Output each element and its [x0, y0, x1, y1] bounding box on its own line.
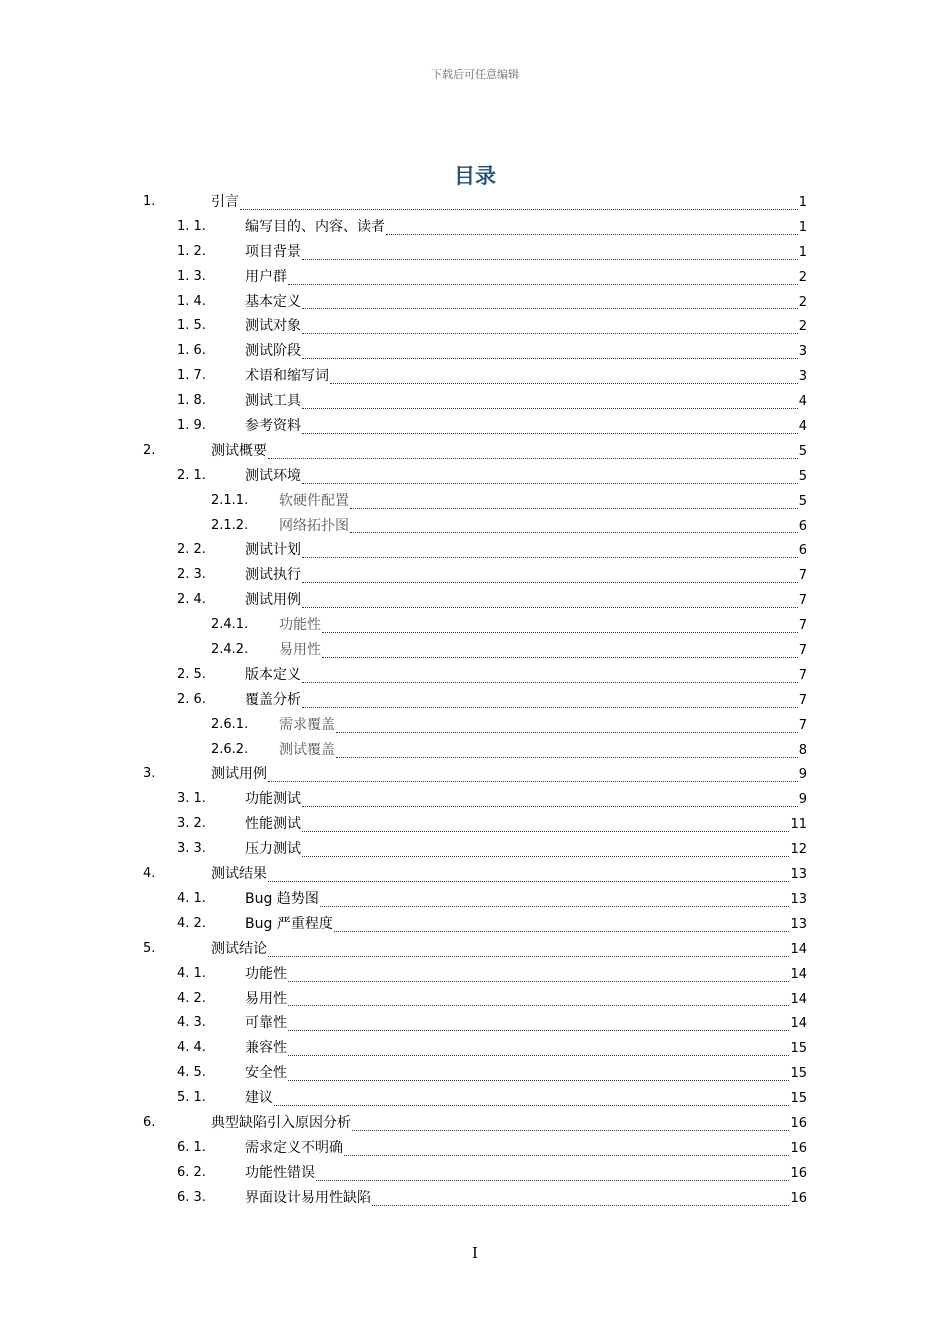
toc-entry[interactable]	[0, 190, 950, 215]
toc-entry-title: 功能性	[279, 617, 321, 634]
toc-entry[interactable]	[0, 563, 950, 588]
toc-entry[interactable]	[0, 439, 950, 464]
toc-dot-leader	[302, 806, 798, 807]
toc-entry-page: 2	[798, 269, 807, 285]
toc-entry-title: 测试用例	[245, 592, 301, 609]
toc-dot-leader	[268, 781, 798, 782]
toc-entry-page: 6	[798, 543, 807, 559]
toc-entry[interactable]	[0, 738, 950, 763]
toc-entry-title: 兼容性	[245, 1040, 287, 1057]
toc-dot-leader	[302, 831, 789, 832]
toc-entry-page: 5	[798, 493, 807, 509]
toc-entry-page: 14	[790, 991, 807, 1007]
toc-entry[interactable]	[0, 1011, 950, 1036]
toc-entry-line	[245, 663, 807, 689]
toc-entry-title: 覆盖分析	[245, 691, 301, 708]
toc-entry[interactable]	[0, 613, 950, 638]
toc-entry-number: 4. 2.	[177, 990, 206, 1006]
toc-entry[interactable]	[0, 314, 950, 339]
toc-entry[interactable]	[0, 1161, 950, 1186]
toc-entry[interactable]	[0, 339, 950, 364]
toc-entry[interactable]	[0, 962, 950, 987]
toc-entry-page: 7	[798, 643, 807, 659]
toc-entry-line	[279, 514, 807, 540]
toc-entry-title: 网络拓扑图	[279, 517, 349, 534]
page-number: I	[472, 1244, 478, 1262]
toc-entry-page: 4	[798, 394, 807, 410]
toc-entry-page: 12	[790, 842, 807, 858]
toc-entry-page: 14	[790, 1016, 807, 1032]
toc-entry[interactable]	[0, 240, 950, 265]
toc-entry-title: 界面设计易用性缺陷	[245, 1189, 371, 1206]
toc-entry-line	[245, 364, 807, 390]
toc-dot-leader	[330, 383, 798, 384]
toc-dot-leader	[336, 732, 798, 733]
toc-entry-title: 用户群	[245, 268, 287, 285]
toc-entry-line	[245, 265, 807, 291]
toc-entry-number: 2.6.1.	[211, 716, 249, 732]
toc-entry-number: 6. 1.	[177, 1139, 206, 1155]
toc-entry-title: 可靠性	[245, 1015, 287, 1032]
toc-entry-line	[245, 1161, 807, 1187]
toc-entry-line	[245, 1086, 807, 1112]
toc-dot-leader	[302, 607, 798, 608]
toc-entry-line	[245, 1036, 807, 1062]
toc-entry-number: 1. 8.	[177, 393, 206, 409]
toc-entry[interactable]	[0, 638, 950, 663]
toc-entry-number: 2. 1.	[177, 467, 206, 483]
toc-dot-leader	[334, 931, 790, 932]
toc-entry-number: 2. 4.	[177, 592, 206, 608]
toc-entry-page: 7	[798, 618, 807, 634]
toc-entry[interactable]	[0, 937, 950, 962]
toc-dot-leader	[268, 881, 789, 882]
toc-entry-number: 2. 3.	[177, 567, 206, 583]
toc-entry-title: 易用性	[245, 990, 287, 1007]
toc-entry[interactable]	[0, 812, 950, 837]
toc-dot-leader	[302, 682, 798, 683]
toc-dot-leader	[302, 483, 798, 484]
toc-entry[interactable]	[0, 1136, 950, 1161]
toc-entry-title: 需求覆盖	[279, 716, 335, 733]
toc-entry-page: 8	[798, 742, 807, 758]
toc-entry-title: 易用性	[279, 642, 321, 659]
toc-entry-line	[245, 215, 807, 241]
toc-dot-leader	[302, 557, 798, 558]
toc-dot-leader	[302, 433, 798, 434]
toc-dot-leader	[320, 906, 790, 907]
toc-entry-number: 1. 6.	[177, 343, 206, 359]
toc-entry-page: 2	[798, 319, 807, 335]
toc-entry[interactable]	[0, 1111, 950, 1136]
toc-entry-line	[211, 439, 807, 465]
toc-entry-page: 13	[790, 916, 807, 932]
toc-entry-number: 4. 3.	[177, 1015, 206, 1031]
toc-entry-page: 16	[790, 1115, 807, 1131]
page-header: 下载后可任意编辑	[431, 68, 519, 81]
toc-entry-page: 7	[798, 568, 807, 584]
toc-entry-line	[245, 912, 807, 938]
toc-dot-leader	[268, 458, 798, 459]
toc-dot-leader	[316, 1180, 789, 1181]
toc-dot-leader	[288, 284, 798, 285]
toc-entry-title: 性能测试	[245, 816, 301, 833]
toc-entry-line	[245, 389, 807, 415]
toc-dot-leader	[302, 308, 798, 309]
toc-dot-leader	[288, 1030, 789, 1031]
toc-entry-page: 14	[790, 941, 807, 957]
toc-entry-number: 1. 9.	[177, 418, 206, 434]
toc-entry-page: 5	[798, 468, 807, 484]
toc-entry-number: 2. 2.	[177, 542, 206, 558]
toc-entry-line	[211, 190, 807, 216]
toc-entry-line	[245, 812, 807, 838]
toc-entry[interactable]	[0, 538, 950, 563]
toc-entry-page: 5	[798, 443, 807, 459]
toc-entry[interactable]	[0, 862, 950, 887]
toc-dot-leader	[288, 981, 789, 982]
toc-dot-leader	[352, 1130, 789, 1131]
toc-entry-line	[245, 1186, 807, 1212]
toc-entry-line	[245, 314, 807, 340]
toc-entry-number: 6.	[143, 1114, 156, 1130]
toc-entry-line	[245, 688, 807, 714]
toc-entry-page: 2	[798, 294, 807, 310]
toc-entry-line	[245, 987, 807, 1013]
toc-entry-title: 测试概要	[211, 442, 267, 459]
toc-entry-title: 引言	[211, 194, 239, 210]
toc-entry-page: 13	[790, 891, 807, 907]
toc-entry[interactable]	[0, 290, 950, 315]
toc-dot-leader	[302, 408, 798, 409]
toc-entry-title: 测试结论	[211, 940, 267, 957]
toc-entry-number: 2.6.2.	[211, 741, 249, 757]
toc-dot-leader	[302, 582, 798, 583]
toc-dot-leader	[336, 757, 798, 758]
toc-entry[interactable]	[0, 912, 950, 937]
toc-entry[interactable]	[0, 987, 950, 1012]
table-of-contents	[0, 190, 950, 1211]
toc-entry-title: 参考资料	[245, 418, 301, 435]
toc-entry-number: 1. 4.	[177, 293, 206, 309]
toc-entry-number: 3. 2.	[177, 816, 206, 832]
toc-entry[interactable]	[0, 265, 950, 290]
toc-entry-line	[245, 837, 807, 863]
toc-entry-page: 15	[790, 1041, 807, 1057]
toc-entry-line	[211, 937, 807, 963]
toc-entry-page: 7	[798, 667, 807, 683]
toc-entry-line	[245, 538, 807, 564]
toc-entry-title: 测试对象	[245, 318, 301, 335]
toc-dot-leader	[386, 234, 798, 235]
toc-entry[interactable]	[0, 1186, 950, 1211]
toc-entry-page: 1	[798, 244, 807, 260]
toc-entry-page: 11	[790, 817, 807, 833]
toc-dot-leader	[350, 532, 798, 533]
toc-entry-title: 测试阶段	[245, 343, 301, 360]
toc-dot-leader	[344, 1155, 789, 1156]
toc-dot-leader	[288, 1055, 789, 1056]
toc-entry-title: 软硬件配置	[279, 492, 349, 509]
toc-entry-line	[245, 962, 807, 988]
toc-entry-line	[279, 638, 807, 664]
toc-entry-title: 测试计划	[245, 542, 301, 559]
toc-entry-number: 1.	[143, 194, 156, 209]
toc-entry-page: 9	[798, 792, 807, 808]
toc-entry-number: 1. 1.	[177, 218, 206, 234]
toc-entry-line	[211, 1111, 807, 1137]
toc-dot-leader	[288, 1005, 789, 1006]
toc-entry-number: 2.4.1.	[211, 617, 249, 633]
toc-entry-title: 编写目的、内容、读者	[245, 218, 385, 235]
toc-entry-page: 15	[790, 1091, 807, 1107]
toc-dot-leader	[302, 358, 798, 359]
toc-entry[interactable]	[0, 464, 950, 489]
toc-entry-number: 6. 2.	[177, 1164, 206, 1180]
toc-entry-number: 4. 5.	[177, 1065, 206, 1081]
toc-entry-number: 4. 4.	[177, 1040, 206, 1056]
toc-entry[interactable]	[0, 663, 950, 688]
toc-entry-title: 测试环境	[245, 467, 301, 484]
toc-entry-number: 5. 1.	[177, 1090, 206, 1106]
toc-entry[interactable]	[0, 1061, 950, 1086]
toc-entry-title: 功能性	[245, 965, 287, 982]
toc-entry-line	[245, 240, 807, 266]
toc-entry-line	[245, 1136, 807, 1162]
toc-entry[interactable]	[0, 364, 950, 389]
toc-entry[interactable]	[0, 414, 950, 439]
toc-entry[interactable]	[0, 215, 950, 240]
toc-dot-leader	[372, 1205, 789, 1206]
toc-entry-title: 安全性	[245, 1065, 287, 1082]
toc-entry-number: 4. 1.	[177, 890, 206, 906]
toc-entry-title: Bug 严重程度	[245, 915, 333, 932]
toc-entry-line	[245, 787, 807, 813]
toc-entry-number: 1. 7.	[177, 368, 206, 384]
toc-entry-title: 测试覆盖	[279, 741, 335, 758]
toc-entry-page: 15	[790, 1066, 807, 1082]
toc-entry-page: 9	[798, 767, 807, 783]
toc-entry-line	[211, 862, 807, 888]
toc-dot-leader	[322, 657, 798, 658]
toc-entry-title: 版本定义	[245, 666, 301, 683]
toc-entry-line	[245, 290, 807, 316]
toc-entry-page: 7	[798, 692, 807, 708]
toc-entry[interactable]	[0, 762, 950, 787]
toc-dot-leader	[302, 856, 789, 857]
toc-entry-page: 7	[798, 717, 807, 733]
toc-entry-title: 测试执行	[245, 567, 301, 584]
toc-entry-number: 1. 3.	[177, 268, 206, 284]
toc-entry-number: 3. 3.	[177, 841, 206, 857]
toc-entry-title: 术语和缩写词	[245, 368, 329, 385]
toc-entry-number: 2.1.1.	[211, 492, 249, 508]
toc-entry-number: 5.	[143, 940, 156, 956]
toc-entry-title: 需求定义不明确	[245, 1139, 343, 1156]
toc-entry[interactable]	[0, 514, 950, 539]
toc-entry-line	[245, 464, 807, 490]
toc-entry[interactable]	[0, 389, 950, 414]
toc-entry[interactable]	[0, 713, 950, 738]
toc-dot-leader	[274, 1105, 789, 1106]
toc-entry-line	[245, 563, 807, 589]
toc-entry-page: 16	[790, 1165, 807, 1181]
toc-entry-number: 4. 1.	[177, 965, 206, 981]
toc-entry-line	[211, 762, 807, 788]
toc-entry-page: 16	[790, 1140, 807, 1156]
toc-entry-line	[245, 887, 807, 913]
toc-entry-number: 2.4.2.	[211, 642, 249, 658]
toc-entry-title: 典型缺陷引入原因分析	[211, 1114, 351, 1131]
toc-dot-leader	[288, 1080, 789, 1081]
toc-entry-page: 4	[798, 419, 807, 435]
toc-entry-number: 1. 5.	[177, 318, 206, 334]
toc-entry[interactable]	[0, 688, 950, 713]
toc-entry-number: 2. 5.	[177, 666, 206, 682]
toc-dot-leader	[302, 707, 798, 708]
toc-entry-line	[245, 1011, 807, 1037]
toc-entry-page: 1	[798, 195, 807, 210]
toc-dot-leader	[322, 632, 798, 633]
toc-entry-number: 1. 2.	[177, 243, 206, 259]
toc-entry-line	[279, 489, 807, 515]
toc-entry-page: 13	[790, 867, 807, 883]
toc-dot-leader	[302, 259, 798, 260]
toc-entry-page: 14	[790, 966, 807, 982]
toc-entry-page: 16	[790, 1190, 807, 1206]
toc-entry-number: 2.	[143, 442, 156, 458]
toc-entry-title: 测试结果	[211, 866, 267, 883]
toc-entry-page: 1	[798, 219, 807, 235]
toc-entry[interactable]	[0, 887, 950, 912]
toc-entry-number: 4. 2.	[177, 915, 206, 931]
toc-entry-title: 项目背景	[245, 243, 301, 260]
toc-entry-line	[279, 738, 807, 764]
toc-entry-line	[245, 588, 807, 614]
toc-entry-title: 测试工具	[245, 393, 301, 410]
toc-entry[interactable]	[0, 837, 950, 862]
toc-entry-line	[279, 713, 807, 739]
toc-dot-leader	[268, 956, 789, 957]
toc-entry-number: 3. 1.	[177, 791, 206, 807]
toc-entry[interactable]	[0, 787, 950, 812]
toc-dot-leader	[350, 508, 798, 509]
toc-entry-page: 3	[798, 369, 807, 385]
toc-entry-line	[279, 613, 807, 639]
toc-entry-title: 功能测试	[245, 791, 301, 808]
toc-entry-number: 2.1.2.	[211, 517, 249, 533]
toc-entry-title: 功能性错误	[245, 1164, 315, 1181]
toc-entry-title: 基本定义	[245, 293, 301, 310]
toc-entry-line	[245, 414, 807, 440]
toc-entry-page: 7	[798, 593, 807, 609]
toc-entry[interactable]	[0, 489, 950, 514]
toc-entry-title: Bug 趋势图	[245, 890, 319, 907]
toc-entry-number: 2. 6.	[177, 691, 206, 707]
toc-entry-number: 4.	[143, 866, 156, 882]
toc-dot-leader	[302, 333, 798, 334]
toc-entry-title: 建议	[245, 1090, 273, 1107]
toc-entry-page: 3	[798, 344, 807, 360]
toc-dot-leader	[240, 209, 798, 210]
toc-entry[interactable]	[0, 1036, 950, 1061]
toc-entry-line	[245, 339, 807, 365]
toc-entry-title: 测试用例	[211, 766, 267, 783]
toc-title: 目录	[454, 164, 496, 188]
toc-entry-number: 3.	[143, 766, 156, 782]
toc-entry-title: 压力测试	[245, 841, 301, 858]
toc-entry[interactable]	[0, 588, 950, 613]
toc-entry-number: 6. 3.	[177, 1189, 206, 1205]
toc-entry[interactable]	[0, 1086, 950, 1111]
toc-entry-line	[245, 1061, 807, 1087]
toc-entry-page: 6	[798, 518, 807, 534]
